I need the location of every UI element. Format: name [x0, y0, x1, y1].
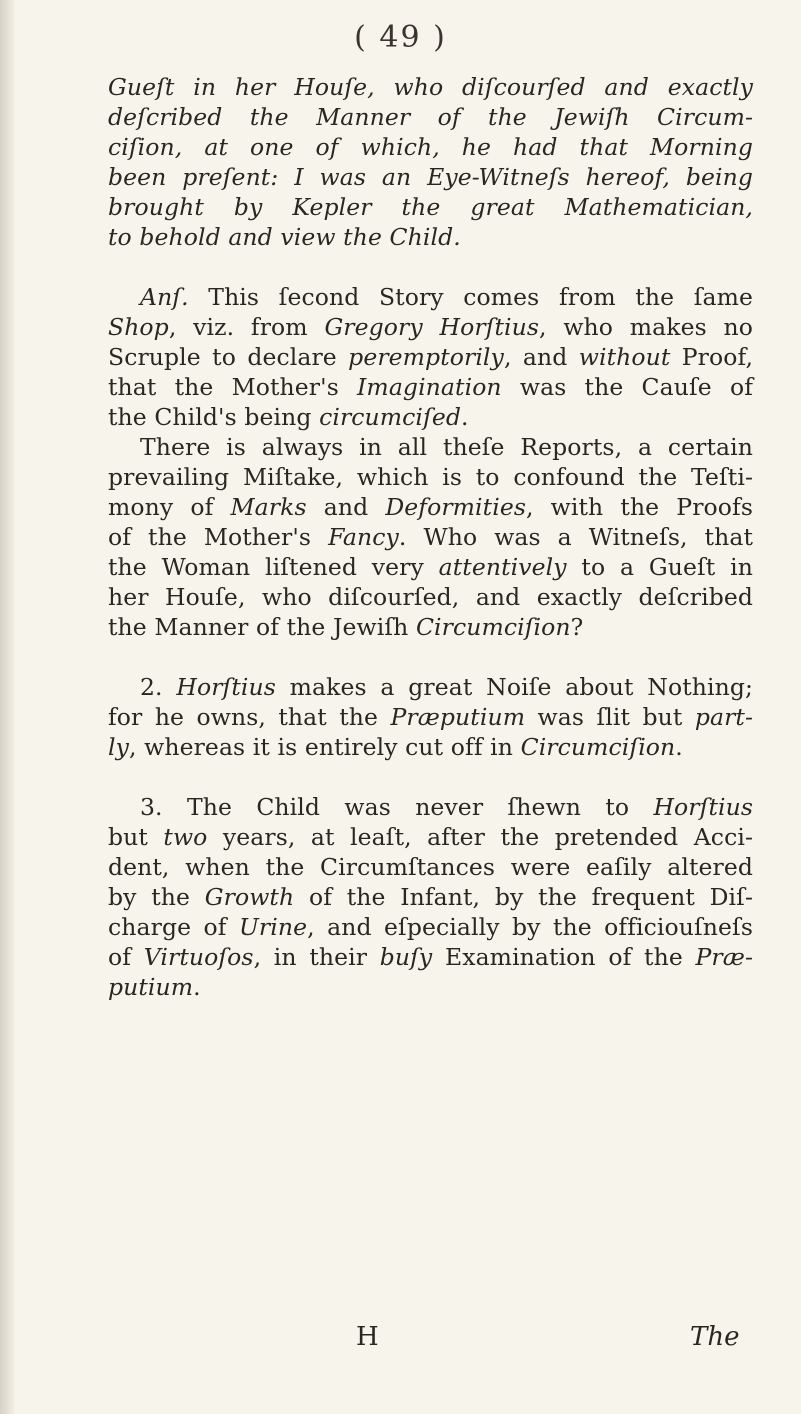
text-line: There is always in all theſe Reports, a certain: [140, 433, 753, 461]
text-line: Scruple to declare peremptorily, and without Proof,: [108, 343, 754, 371]
text-line: 3. The Child was never ſhewn to Horſtius: [140, 793, 753, 821]
text-line: brought by Kepler the great Mathematician,: [108, 193, 753, 221]
text-line: but two years, at leaſt, after the pretended Acci-: [108, 823, 753, 851]
text-line: Gueſt in her Houſe, who diſcourſed and exactly: [108, 73, 753, 101]
signature-mark: H: [356, 1322, 379, 1352]
text-line: 2. Horſtius makes a great Noiſe about Nothing;: [140, 673, 753, 701]
text-line: Anſ. This ſecond Story comes from the ſame: [140, 283, 753, 311]
page-binding-shadow: [0, 0, 14, 1414]
text-line: for he owns, that the Præputium was ſlit but part-: [108, 703, 753, 731]
text-line: ly, whereas it is entirely cut off in Circumciſion.: [108, 733, 683, 761]
text-line: dent, when the Circumſtances were eaſily altered: [108, 853, 753, 881]
text-line: the Woman liſtened very attentively to a Gueſt in: [108, 553, 753, 581]
page-number: ( 49 ): [354, 20, 447, 55]
text-line: Shop, viz. from Gregory Horſtius, who makes no: [108, 313, 754, 341]
text-line: the Manner of the Jewiſh Circumciſion?: [108, 613, 584, 641]
text-line: charge of Urine, and eſpecially by the officiouſneſs: [108, 913, 753, 941]
text-line: putium.: [108, 973, 201, 1001]
text-line: by the Growth of the Infant, by the frequent Diſ-: [108, 883, 753, 911]
text-line: the Child's being circumciſed.: [108, 403, 469, 431]
paragraph-4: [108, 672, 753, 762]
paragraph-2: [108, 282, 753, 432]
text-line: mony of Marks and Deformities, with the Proofs: [108, 493, 753, 521]
text-line: to behold and view the Child.: [108, 223, 461, 251]
page-footer: [0, 1322, 801, 1362]
page-body: [108, 72, 753, 1002]
text-line: been preſent: I was an Eye-Witneſs hereof, being: [108, 163, 753, 191]
text-line: ciſion, at one of which, he had that Morning: [108, 133, 753, 161]
text-line: deſcribed the Manner of the Jewiſh Circum-: [108, 103, 753, 131]
catchword: The: [690, 1322, 740, 1352]
paragraph-5: [108, 792, 753, 1002]
text-line: that the Mother's Imagination was the Cauſe of: [108, 373, 753, 401]
text-line: of the Mother's Fancy. Who was a Witneſs, that: [108, 523, 753, 551]
paragraph-1: [108, 72, 753, 252]
text-line: of Virtuoſos, in their buſy Examination of the Præ-: [108, 943, 753, 971]
text-line: prevailing Miſtake, which is to confound the Teſti-: [108, 463, 753, 491]
paragraph-3: [108, 432, 753, 642]
text-line: her Houſe, who diſcourſed, and exactly deſcribed: [108, 583, 753, 611]
